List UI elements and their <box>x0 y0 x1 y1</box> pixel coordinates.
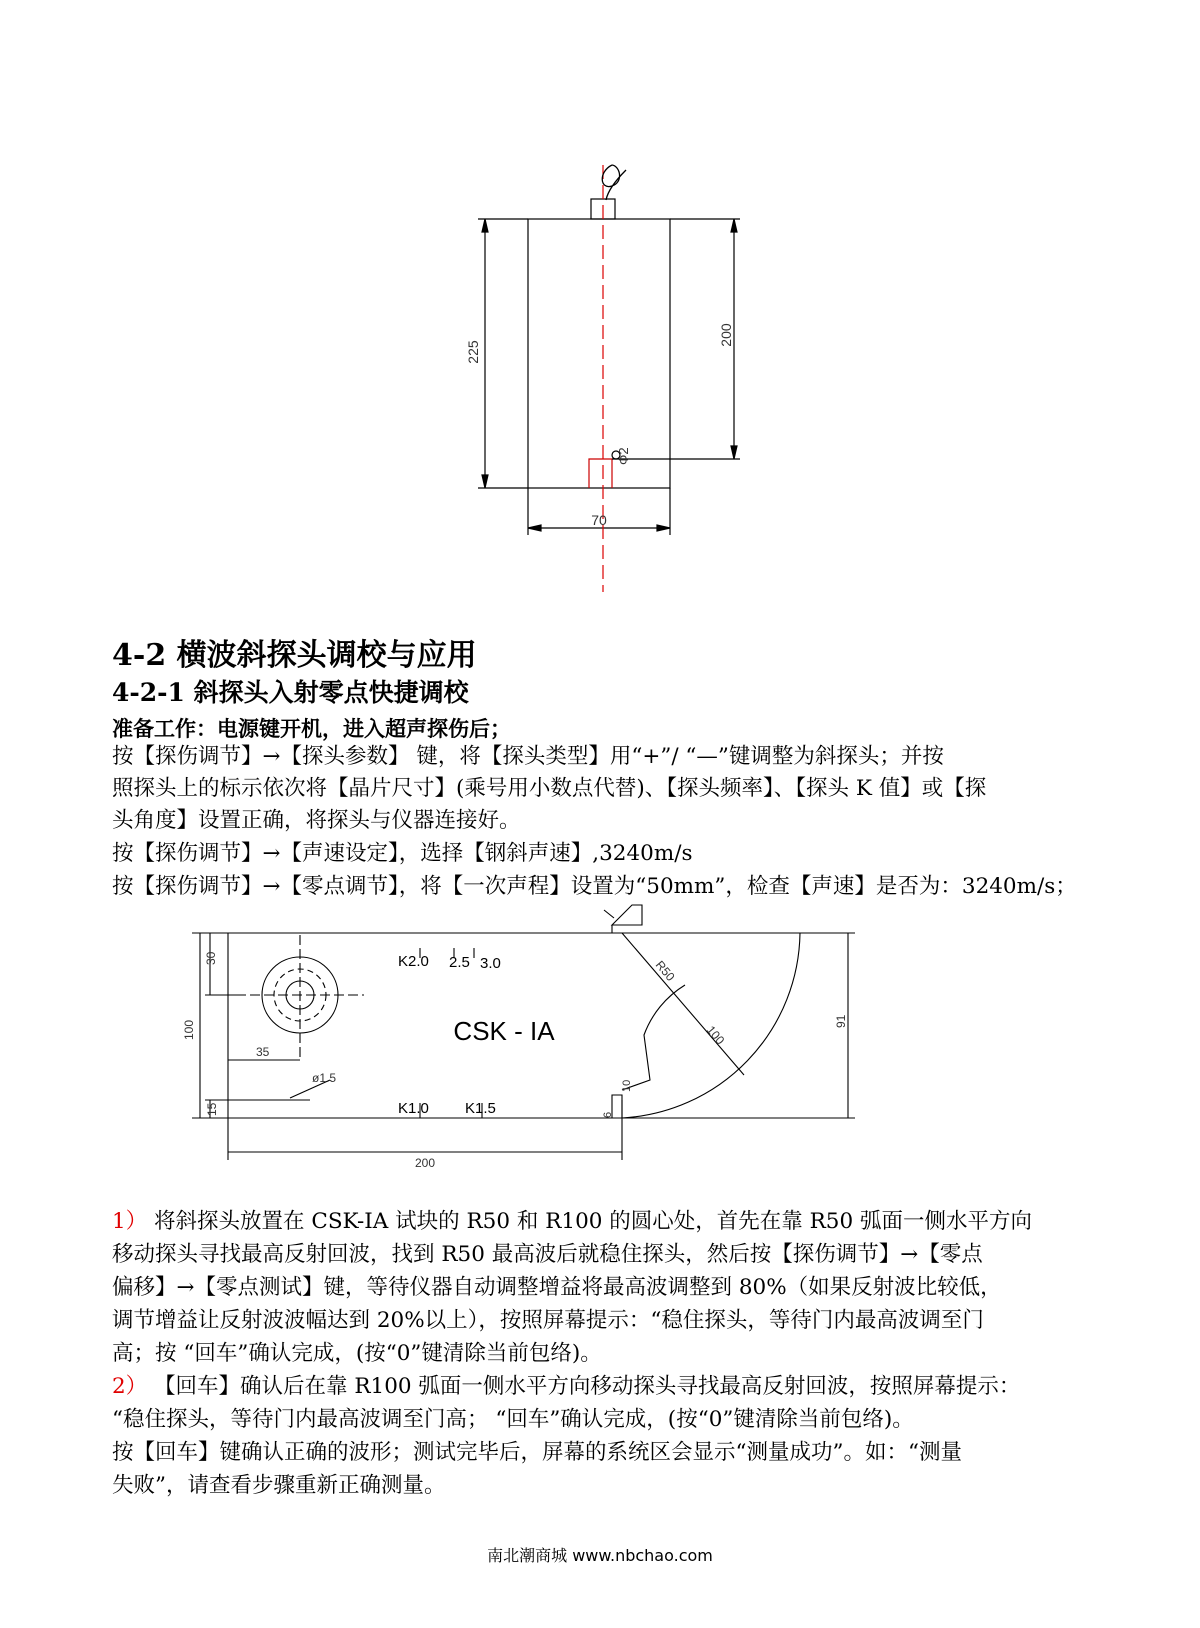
k-bottom-label: K1.0 <box>398 1100 429 1117</box>
dim-label: 15 <box>205 1102 219 1116</box>
dim-225-label: 225 <box>465 340 481 364</box>
dim-label: 6 <box>602 1111 614 1118</box>
r100-arc <box>612 933 800 1118</box>
intro-line: 按【探伤调节】→【零点调节】，将【一次声程】设置为“50mm”，检查【声速】是否为：3240m/s； <box>112 874 1077 899</box>
dim-label: R50 <box>652 957 678 984</box>
r50-arc <box>622 985 685 1090</box>
section-subtitle: 4-2-1 斜探头入射零点快捷调校 <box>112 678 469 707</box>
step-line <box>112 1371 1020 1403</box>
big-circle <box>262 957 338 1033</box>
dim-label: 200 <box>414 1156 436 1170</box>
step-line: 调节增益让反射波波幅达到 20%以上），按照屏幕提示：“稳住探头，等待门内最高波调至门 <box>112 1308 984 1333</box>
intro-line: 按【探伤调节】→【声速设定】，选择【钢斜声速】,3240m/s <box>112 841 693 866</box>
step-line: 移动探头寻找最高反射回波，找到 R50 最高波后就稳住探头，然后按【探伤调节】→【零点 <box>112 1242 983 1267</box>
dim-label: ø1.5 <box>312 1071 337 1085</box>
block-outline <box>528 219 670 488</box>
dim-label: 100 <box>182 1019 196 1040</box>
dim-200-label: 200 <box>718 323 734 347</box>
step-line: 按【回车】键确认正确的波形；测试完毕后，屏幕的系统区会显示“测量成功”。如：“测量 <box>112 1440 962 1465</box>
dim-70-label: 70 <box>591 512 607 528</box>
step-line: 失败”，请查看步骤重新正确测量。 <box>112 1473 446 1498</box>
footer: 南北潮商城 www.nbchao.com <box>487 1546 713 1565</box>
intro-line: 照探头上的标示依次将【晶片尺寸】(乘号用小数点代替)、【探头频率】、【探头 K 值】或【探 <box>112 776 987 801</box>
csk-title: CSK - IA <box>453 1016 555 1046</box>
step-text: 【回车】确认后在靠 R100 弧面一侧水平方向移动探头寻找最高反射回波，按照屏幕提示： <box>154 1374 1021 1399</box>
dim-label: 10 <box>621 1079 633 1092</box>
step-line: 偏移】→【零点测试】键，等待仪器自动调整增益将最高波调整到 80%（如果反射波比较低， <box>112 1275 1002 1300</box>
signature-mark <box>602 165 626 200</box>
step-text: 将斜探头放置在 CSK-IA 试块的 R50 和 R100 的圆心处，首先在靠 R50 弧面一侧水平方向 <box>154 1209 1032 1234</box>
step-line <box>112 1206 1032 1238</box>
dim-label: 91 <box>834 1014 848 1028</box>
hole-notch <box>589 459 612 488</box>
intro-line: 头角度】设置正确，将探头与仪器连接好。 <box>112 808 521 833</box>
dim-hole-label: Φ2 <box>616 447 631 465</box>
k-top-label: K2.0 <box>398 953 429 970</box>
k-top-label: 2.5 <box>449 954 470 971</box>
step-line: “稳住探头，等待门内最高波调至门高； “回车”确认完成，(按“0”键清除当前包络)。 <box>112 1407 914 1432</box>
section-title: 4-2 横波斜探头调校与应用 <box>112 638 477 673</box>
dim-label: 100 <box>703 1022 728 1048</box>
top-block-figure <box>0 0 1200 620</box>
dim-label: 30 <box>204 951 218 965</box>
step-line: 高；按 “回车”确认完成，(按“0”键清除当前包络)。 <box>112 1341 602 1366</box>
prep-text: 准备工作：电源键开机，进入超声探伤后； <box>112 716 511 741</box>
step-number: 2） <box>112 1374 148 1399</box>
k-bottom-label: K1.5 <box>465 1100 496 1117</box>
dim-label: 35 <box>256 1045 270 1059</box>
k-top-label: 3.0 <box>480 955 501 972</box>
intro-line: 按【探伤调节】→【探头参数】 键，将【探头类型】用“+”/ “—”键调整为斜探头；并按 <box>112 744 944 769</box>
step-number: 1） <box>112 1209 148 1234</box>
